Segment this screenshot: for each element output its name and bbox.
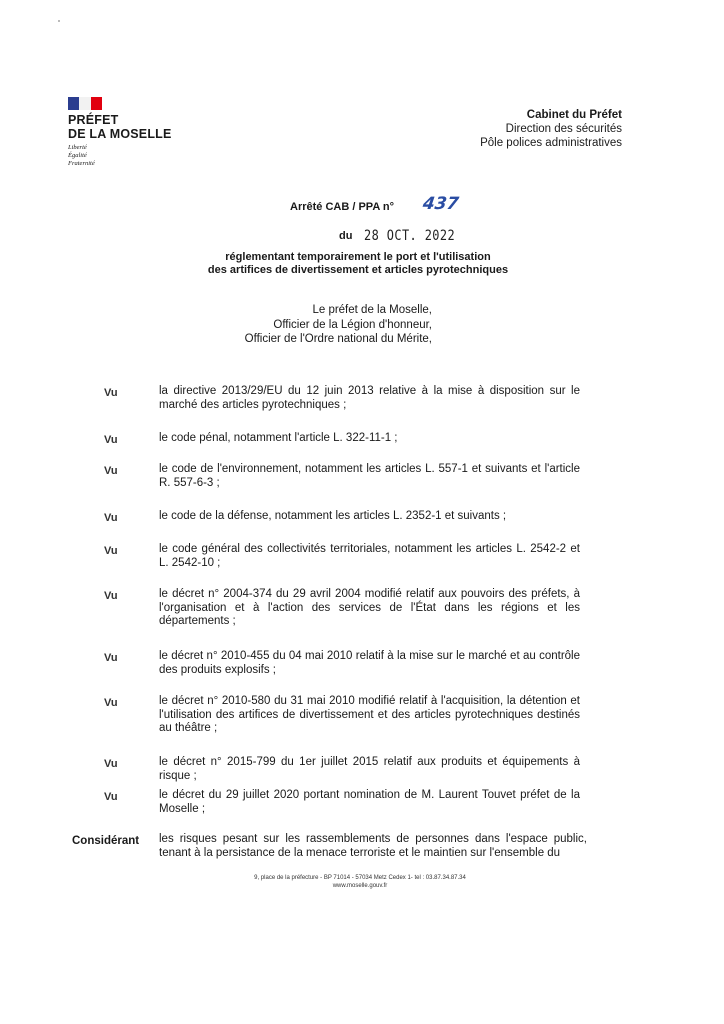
prefecture-logo	[68, 97, 188, 168]
subject-line2: des artifices de divertissement et articles pyrotechniques	[207, 264, 509, 276]
date-stamp: 28 OCT. 2022	[364, 228, 456, 244]
service-direction: Direction des sécurités	[505, 123, 622, 135]
service-pole: Pôle polices administratives	[480, 137, 622, 149]
prefet-line1: Le préfet de la Moselle,	[312, 304, 432, 316]
motto-egalite: Égalité	[68, 152, 87, 159]
visa-text: le décret n° 2010-455 du 04 mai 2010 relatif à la mise sur le marché et au contrôle des produits explosifs ;	[159, 650, 580, 676]
footer-website: www.moselle.gouv.fr	[332, 883, 388, 889]
visa-label: Vu	[104, 652, 118, 664]
subject-line1: réglementant temporairement le port et l'utilisation	[225, 251, 491, 263]
service-cabinet: Cabinet du Préfet	[526, 109, 622, 121]
visa-label: Vu	[104, 434, 118, 446]
considerant-text: les risques pesant sur les rassemblements de personnes dans l'espace public, tenant à la persistance de la menace terroriste et le maintien sur l'ensemble du	[159, 833, 587, 859]
prefet-line3: Officier de l'Ordre national du Mérite,	[244, 333, 432, 345]
visa-text: le code de la défense, notamment les articles L. 2352-1 et suivants ;	[159, 510, 507, 522]
date-label: du	[339, 230, 353, 242]
visa-text: le code de l'environnement, notamment les articles L. 557-1 et suivants et l'article R. 557-6-3 ;	[159, 463, 580, 489]
arrete-subject	[150, 251, 566, 277]
visa-text: le code général des collectivités territoriales, notamment les articles L. 2542-2 et L. 2542-10 ;	[159, 543, 580, 569]
visa-text: le code pénal, notamment l'article L. 322-11-1 ;	[159, 432, 398, 444]
marianne-flag-icon	[68, 97, 102, 110]
logo-line2: DE LA MOSELLE	[68, 127, 172, 141]
visa-label: Vu	[104, 758, 118, 770]
service-header	[480, 108, 622, 150]
republic-motto	[68, 144, 188, 168]
arrete-number-handwritten: 437	[421, 194, 460, 214]
considerant-label: Considérant	[72, 835, 140, 847]
visa-text: la directive 2013/29/EU du 12 juin 2013 relative à la mise à disposition sur le marché des articles pyrotechniques ;	[159, 385, 580, 411]
prefet-titles	[245, 303, 432, 347]
footer-address: 9, place de la préfecture - BP 71014 - 57034 Metz Cedex 1- tel : 03.87.34.87.34	[254, 875, 466, 881]
visa-text: le décret du 29 juillet 2020 portant nomination de M. Laurent Touvet préfet de la Moselle ;	[159, 789, 580, 815]
visa-label: Vu	[104, 791, 118, 803]
logo-line1: PRÉFET	[68, 113, 119, 127]
visa-label: Vu	[104, 512, 118, 524]
visa-label: Vu	[104, 590, 118, 602]
motto-fraternite: Fraternité	[68, 160, 95, 167]
page-footer	[150, 874, 570, 890]
prefet-line2: Officier de la Légion d'honneur,	[273, 318, 432, 331]
scan-speck	[58, 20, 60, 22]
arrete-label: Arrêté CAB / PPA n°	[290, 201, 395, 213]
visa-label: Vu	[104, 387, 118, 399]
visa-text: le décret n° 2010-580 du 31 mai 2010 modifié relatif à l'acquisition, la détention et l'utilisation des artifices de divertissement et des articles pyrotechniques destinés au théâtre ;	[159, 695, 580, 734]
visa-label: Vu	[104, 465, 118, 477]
motto-liberte: Liberté	[68, 144, 87, 151]
visa-text: le décret n° 2015-799 du 1er juillet 2015 relatif aux produits et équipements à risque ;	[159, 756, 580, 782]
visa-label: Vu	[104, 697, 118, 709]
visa-text: le décret n° 2004-374 du 29 avril 2004 modifié relatif aux pouvoirs des préfets, à l'organisation et à l'action des services de l'État dans les régions et les départements ;	[159, 588, 580, 627]
visa-label: Vu	[104, 545, 118, 557]
